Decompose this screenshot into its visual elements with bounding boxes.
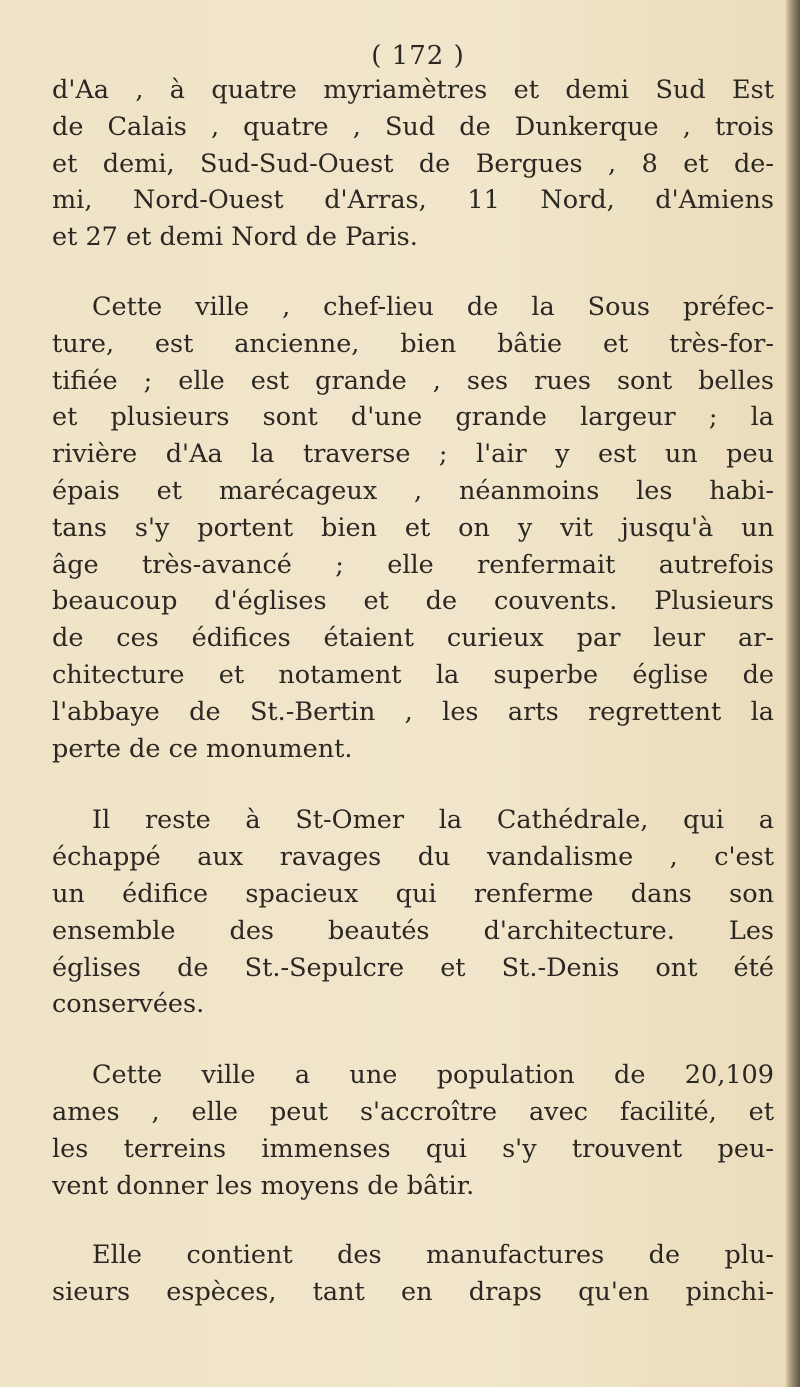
text-line: de ces édifices étaient curieux par leur ar-: [52, 623, 774, 654]
text-line: ensemble des beautés d'architecture. Les: [52, 915, 774, 946]
paragraph-4: [52, 1057, 774, 1204]
text-line: épais et marécageux , néanmoins les habi-: [52, 475, 774, 506]
paragraph-1: [52, 72, 774, 256]
text-line: Elle contient des manufactures de plu-: [92, 1240, 774, 1271]
text-line: Il reste à St-Omer la Cathédrale, qui a: [92, 805, 774, 836]
page-edge: [786, 0, 800, 1387]
text-line: conservées.: [52, 989, 205, 1020]
page-text: [52, 40, 774, 1311]
text-line: Cette ville a une population de 20,109: [92, 1060, 774, 1091]
text-line: et 27 et demi Nord de Paris.: [52, 222, 418, 253]
text-line: les terreins immenses qui s'y trouvent peu-: [52, 1133, 774, 1164]
text-line: tifiée ; elle est grande , ses rues sont belles: [52, 365, 774, 396]
page-number: ( 172 ): [371, 41, 465, 71]
text-line: rivière d'Aa la traverse ; l'air y est un peu: [52, 439, 774, 470]
text-line: l'abbaye de St.-Bertin , les arts regrettent la: [52, 696, 774, 727]
paragraph-2: [52, 289, 774, 767]
text-line: ames , elle peut s'accroître avec facilité, et: [52, 1096, 774, 1127]
text-line: échappé aux ravages du vandalisme , c'est: [52, 842, 774, 873]
text-line: églises de St.-Sepulcre et St.-Denis ont été: [52, 952, 774, 983]
text-line: beaucoup d'églises et de couvents. Plusieurs: [52, 586, 774, 617]
text-line: et demi, Sud-Sud-Ouest de Bergues , 8 et de-: [52, 148, 774, 179]
paragraph-3: [52, 802, 774, 1023]
paragraph-5: [52, 1237, 774, 1311]
text-line: et plusieurs sont d'une grande largeur ; la: [52, 402, 774, 433]
text-line: Cette ville , chef-lieu de la Sous préfec-: [92, 291, 774, 322]
text-line: de Calais , quatre , Sud de Dunkerque , trois: [52, 111, 774, 142]
text-line: vent donner les moyens de bâtir.: [52, 1170, 475, 1201]
text-line: sieurs espèces, tant en draps qu'en pinchi-: [52, 1277, 774, 1308]
text-line: un édifice spacieux qui renferme dans son: [52, 878, 774, 909]
text-line: mi, Nord-Ouest d'Arras, 11 Nord, d'Amiens: [52, 185, 774, 216]
text-line: tans s'y portent bien et on y vit jusqu'à un: [52, 512, 774, 543]
text-line: chitecture et notament la superbe église de: [52, 659, 774, 690]
text-line: d'Aa , à quatre myriamètres et demi Sud Est: [52, 75, 774, 105]
text-line: perte de ce monument.: [52, 733, 353, 764]
text-line: ture, est ancienne, bien bâtie et très-for-: [52, 328, 774, 359]
text-line: âge très-avancé ; elle renfermait autrefois: [52, 549, 774, 580]
